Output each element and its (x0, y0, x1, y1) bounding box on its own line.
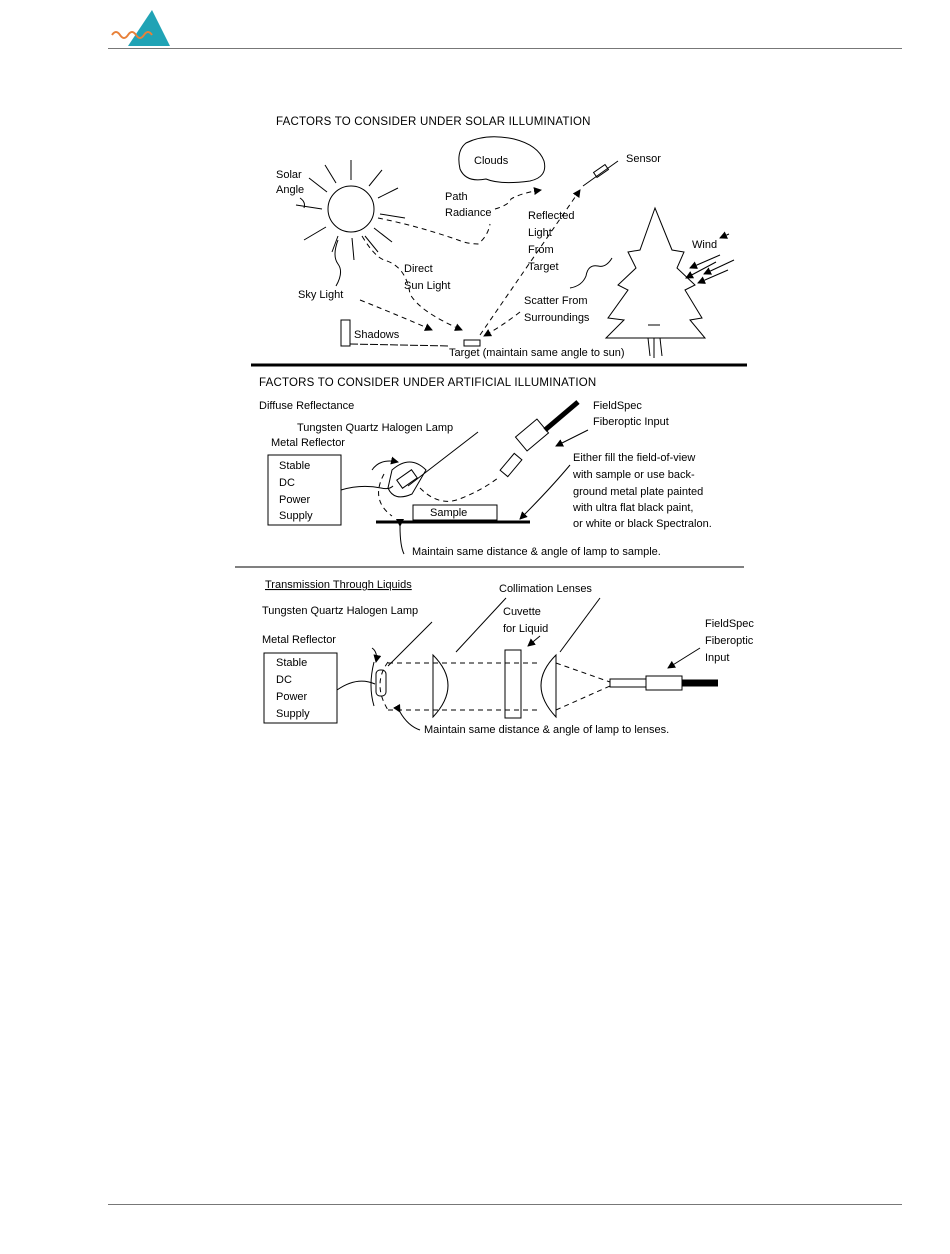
power-cable (341, 486, 393, 490)
artificial-heading: FACTORS TO CONSIDER UNDER ARTIFICIAL ILLUMINATION (259, 377, 597, 389)
direct-sunlight-label-2: Sun Light (404, 280, 451, 292)
power-supply-label-5: Stable (276, 657, 308, 669)
fiberoptic-input-icon (610, 676, 718, 690)
reflected-light-label-4: Target (528, 261, 559, 273)
collimation-pointer-1 (456, 598, 506, 652)
fieldspec-label-2: Fiberoptic Input (593, 416, 669, 428)
lamp-label: Tungsten Quartz Halogen Lamp (297, 422, 454, 434)
path-radiance-label: Path (445, 191, 468, 203)
solar-heading: FACTORS TO CONSIDER UNDER SOLAR ILLUMINATION (276, 116, 591, 128)
direct-sunlight-label: Direct (404, 263, 433, 275)
sun-icon (296, 160, 405, 260)
power-supply-label-6: DC (276, 674, 292, 686)
power-supply-label-1: Stable (279, 460, 311, 472)
power-supply-label-4: Supply (279, 510, 313, 522)
reflected-light-label-2: Light (528, 227, 552, 239)
lamp-icon-2 (371, 662, 388, 710)
shadow-hatch (350, 344, 450, 346)
maintain-label: Maintain same distance & angle of lamp to sample. (412, 546, 661, 558)
reflected-light-label: Reflected (528, 210, 575, 222)
fieldspec-label-5: Input (705, 652, 730, 664)
collimation-lens-1 (433, 655, 448, 717)
fieldspec-label: FieldSpec (593, 400, 642, 412)
sensor-label: Sensor (626, 153, 661, 165)
sky-light-wavy (335, 240, 341, 286)
collimation-label: Collimation Lenses (499, 583, 592, 595)
transmission-section (262, 579, 754, 736)
scatter-wavy (570, 258, 612, 288)
metal-reflector-label-2: Metal Reflector (262, 634, 336, 646)
power-supply-label-8: Supply (276, 708, 310, 720)
sky-light-label: Sky Light (298, 289, 344, 301)
clouds-label: Clouds (474, 155, 509, 167)
target-icon (464, 340, 480, 346)
maintain-pointer-2 (400, 712, 420, 730)
wind-label: Wind (692, 239, 718, 251)
shadows-label: Shadows (354, 329, 400, 341)
either-line-2: with sample or use back- (573, 469, 695, 481)
either-line-3: ground metal plate painted (573, 486, 704, 498)
maintain-pointer (400, 526, 404, 554)
path-radiance-label-2: Radiance (445, 207, 492, 219)
cuvette-pointer (528, 636, 540, 646)
artificial-section (259, 377, 712, 558)
reflected-light-label-3: From (528, 244, 554, 256)
fieldspec-pointer (556, 430, 588, 446)
target-label: Target (maintain same angle to sun) (449, 347, 625, 359)
scatter-label: Scatter From (524, 295, 588, 307)
lamp-label-2: Tungsten Quartz Halogen Lamp (262, 605, 419, 617)
power-cable-2 (337, 681, 375, 690)
diffuse-reflectance-label: Diffuse Reflectance (259, 400, 355, 412)
metal-reflector-label: Metal Reflector (271, 437, 345, 449)
lamp-pointer (408, 432, 478, 486)
cuvette-label-2: for Liquid (503, 623, 549, 635)
sensor-icon (583, 161, 618, 186)
either-pointer (520, 465, 570, 519)
collimation-pointer-2 (560, 598, 600, 652)
fieldspec-label-3: FieldSpec (705, 618, 754, 630)
path-radiance-arrow (495, 190, 541, 209)
scatter-arrow (484, 312, 520, 336)
fieldspec-label-4: Fiberoptic (705, 635, 754, 647)
fiberoptic-probe-icon (500, 402, 578, 477)
lamp-pointer-2 (388, 622, 432, 666)
shadow-object (341, 320, 350, 346)
sample-label: Sample (430, 507, 468, 519)
focus-top (556, 663, 610, 682)
illumination-path (420, 478, 498, 501)
power-supply-label-3: Power (279, 494, 311, 506)
power-supply-label-2: DC (279, 477, 295, 489)
solar-section (276, 116, 734, 359)
either-line-4: with ultra flat black paint, (573, 502, 694, 514)
power-supply-label-7: Power (276, 691, 308, 703)
maintain-label-2: Maintain same distance & angle of lamp to lenses. (424, 724, 670, 736)
scatter-label-2: Surroundings (524, 312, 590, 324)
tree-icon (606, 208, 705, 358)
solar-angle-label-2: Angle (276, 184, 305, 196)
focus-bottom (556, 686, 610, 710)
collimation-lens-2 (541, 655, 556, 717)
reflector-pointer-2 (372, 648, 377, 662)
solar-angle-label: Solar (276, 169, 302, 181)
either-line-5: or white or black Spectralon. (573, 518, 712, 530)
footer-rule (108, 1204, 902, 1205)
sun-to-sky-path (378, 218, 490, 244)
cuvette-label: Cuvette (503, 606, 541, 618)
sky-light-arrow (360, 300, 432, 330)
either-line-1: Either fill the field-of-view (573, 452, 696, 464)
fieldspec-pointer-2 (668, 648, 700, 668)
transmission-heading: Transmission Through Liquids (265, 579, 412, 591)
cuvette-icon (505, 650, 521, 718)
